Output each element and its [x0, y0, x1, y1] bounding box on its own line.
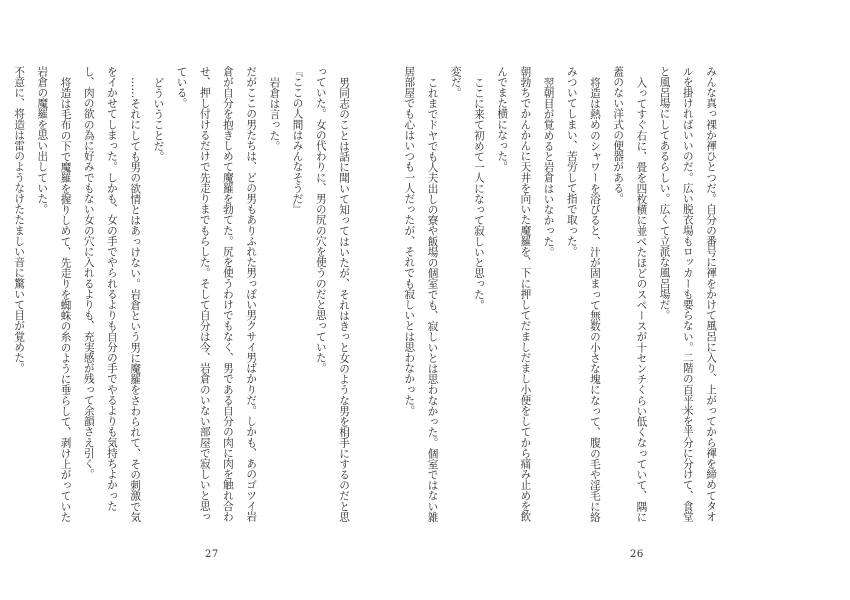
paragraph: 翌朝目が覚めると岩倉はいなかった。 [542, 76, 555, 257]
right-page [403, 0, 850, 600]
paragraph: どういうことだ。 [152, 76, 165, 162]
paragraph: 男同志のことは話に聞いて知ってはいたが、それはきっと女のような男を相手にするのだと思っていた。女の代わりに、男の尻の穴を使うのだと思っていた。 [314, 66, 350, 522]
paragraph: 将造は熱めのシャワーを浴びると、汁が固まって無数の小さな塊になって、腹の毛や淫毛に絡みついてしまい、苦労して指で取った。 [565, 66, 601, 522]
paragraph: 入ってすぐ右に、畳を四枚横に並べたほどのスペースが十センチくらい低くなっていて、隅に蓋のない洋式の便器がある。 [612, 66, 648, 522]
paragraph: 不意に、将造は雷のようなけたたましい音に驚いて目が覚めた。 [13, 66, 26, 374]
page-number: 27 [205, 549, 219, 560]
paragraph: ……それにしても男の欲情とはあっけない。岩倉という男に魔羅をさわられて、その刺激で気をイかせてしまった。しかも、女の手でやられるよりも自分の手でやるよりも気持ちよかったし、肉の欲の為に好みでもない女の穴に入れるよりも、充実感が残って余韻さえ引く。 [82, 66, 142, 522]
paragraph: 岩倉は言った。 [268, 76, 281, 151]
paragraph: 将造は毛布の下で魔羅を握りしめて、先走りを蜘蛛の糸のように垂らして、剥け上がっていた岩倉の魔羅を思い出していた。 [36, 66, 72, 522]
paragraph: 『ここの人間はみんなそうだ』 [291, 66, 304, 215]
paragraph: 朝勃ちでかんかんに天井を向いた魔羅を、下に押してだましだまし小便をしてから痛み止めを飲んでまた横になった。 [496, 66, 532, 522]
paragraph: みんな真っ裸か褌ひとつだ。自分の番号に褌をかけて風呂に入り、上がってから褌を締めてタオルを掛ければいいのだ。広い脱衣場もロッカーも要らない。二階の百平米を半分に分けて、食堂と風呂場にしてあるらしい。広くて立派な風呂場だ。 [658, 66, 717, 522]
paragraph: ここに来て初めて一人になって寂しいと思った。 [472, 76, 485, 310]
paragraph: これまでドヤでも人夫出しの寮や飯場の個室でも、寂しいとは思わなかった。個室ではない雑居部屋でも心はいつも一人だったが、それでも寂しいとは思わなかった。 [403, 66, 439, 522]
paragraph: だがここの男たちは、どの男もありふれた男っぽい男クサイ男ばかりだ。しかも、あのゴツイ岩倉が自分を抱きしめて魔羅を勃てた。尻を使うわけでもなく、男である自分の肉に肉を触れ合わせ、押し付けるだけで先走りまでもらした。そして自分は今、岩倉のいない部屋で寂しいと思っている。 [175, 66, 258, 522]
paragraph: 変だ。 [449, 66, 462, 98]
right-page-body [403, 66, 722, 526]
left-page-body [13, 66, 355, 526]
page-number: 26 [630, 549, 644, 560]
